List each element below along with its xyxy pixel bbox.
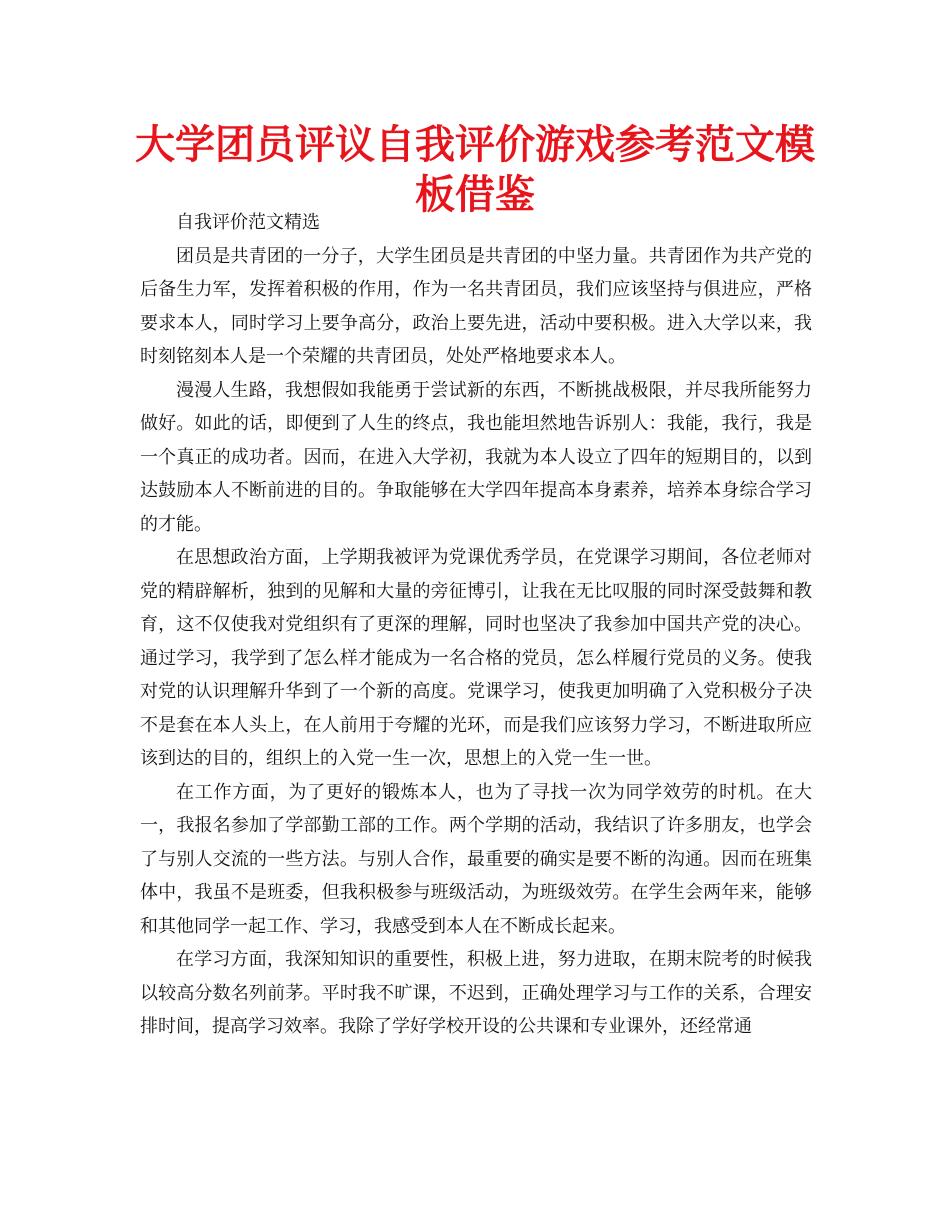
paragraph: 漫漫人生路，我想假如我能勇于尝试新的东西，不断挑战极限，并尽我所能努力做好。如此的话，即便到了人生的终点，我也能坦然地告诉别人：我能，我行，我是一个真正的成功者。因而，在进入大学初，我就为本人设立了四年的短期目的，以到达鼓励本人不断前进的目的。争取能够在大学四年提高本身素养，培养本身综合学习的才能。	[140, 379, 812, 535]
paragraph-subtitle: 自我评价范文精选	[176, 212, 320, 233]
paragraph: 在工作方面，为了更好的锻炼本人，也为了寻找一次为同学效劳的时机。在大一，我报名参加了学部勤工部的工作。两个学期的活动，我结识了许多朋友，也学会了与别人交流的一些方法。与别人合作，最重要的确实是要不断的沟通。因而在班集体中，我虽不是班委，但我积极参与班级活动，为班级效劳。在学生会两年来，能够和其他同学一起工作、学习，我感受到本人在不断成长起来。	[140, 781, 812, 937]
paragraph: 在思想政治方面，上学期我被评为党课优秀学员，在党课学习期间，各位老师对党的精辟解析，独到的见解和大量的旁征博引，让我在无比叹服的同时深受鼓舞和教育，这不仅使我对党组织有了更深的理解，同时也坚决了我参加中国共产党的决心。通过学习，我学到了怎么样才能成为一名合格的党员，怎么样履行党员的义务。使我对党的认识理解升华到了一个新的高度。党课学习，使我更加明确了入党积极分子决不是套在本人头上，在人前用于夸耀的光环，而是我们应该努力学习，不断进取所应该到达的目的，组织上的入党一生一次，思想上的入党一生一世。	[140, 547, 812, 769]
paragraph: 在学习方面，我深知知识的重要性，积极上进，努力进取，在期末院考的时候我以较高分数名列前茅。平时我不旷课，不迟到，正确处理学习与工作的关系，合理安排时间，提高学习效率。我除了学好学校开设的公共课和专业课外，还经常通	[140, 949, 812, 1037]
paragraph: 团员是共青团的一分子，大学生团员是共青团的中坚力量。共青团作为共产党的后备生力军，发挥着积极的作用，作为一名共青团员，我们应该坚持与俱进应，严格要求本人，同时学习上要争高分，政治上要先进，活动中要积极。进入大学以来，我时刻铭刻本人是一个荣耀的共青团员，处处严格地要求本人。	[140, 245, 812, 367]
document-body	[140, 206, 812, 1044]
document-title: 大学团员评议自我评价游戏参考范文模板借鉴	[135, 122, 815, 218]
